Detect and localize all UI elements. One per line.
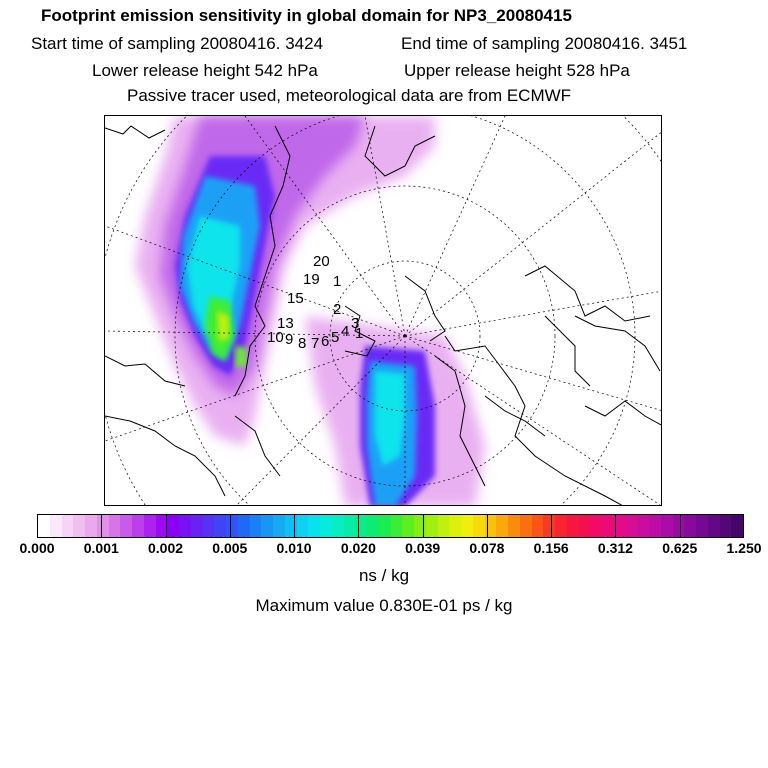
- plot-title-text: Footprint emission sensitivity in global domain for NP3_20080415: [41, 6, 572, 25]
- upper-release-label: Upper release height 528 hPa: [404, 61, 630, 80]
- colorbar-divider: [615, 515, 616, 537]
- colorbar-divider: [680, 515, 681, 537]
- colorbar-segment: [261, 515, 273, 537]
- colorbar-segment: [649, 515, 661, 537]
- colorbar-segment: [167, 515, 179, 537]
- footprint-map: [104, 115, 662, 506]
- colorbar-divider: [230, 515, 231, 537]
- colorbar-segment: [144, 515, 156, 537]
- traj-label: 15: [287, 290, 304, 307]
- colorbar-segment: [731, 515, 743, 537]
- colorbar-segment: [344, 515, 356, 537]
- colorbar-segment: [496, 515, 508, 537]
- colorbar-segment: [532, 515, 544, 537]
- traj-label: 7: [311, 335, 320, 352]
- traj-label: 1: [355, 325, 364, 342]
- colorbar-segment: [320, 515, 332, 537]
- colorbar-segment: [120, 515, 132, 537]
- tracer-note: Passive tracer used, meteorological data are from ECMWF: [127, 86, 572, 105]
- traj-label: 9: [285, 331, 294, 348]
- colorbar-segment: [273, 515, 285, 537]
- colorbar-tick-label: 0.002: [148, 540, 184, 556]
- colorbar-segment: [73, 515, 85, 537]
- colorbar-segment: [402, 515, 414, 537]
- colorbar-tick-label: 0.005: [212, 540, 248, 556]
- colorbar-segment: [673, 515, 685, 537]
- lower-release-label: Lower release height 542 hPa: [92, 61, 318, 80]
- traj-label: 6: [321, 333, 330, 350]
- colorbar-divider: [166, 515, 167, 537]
- maximum-value-label: Maximum value 0.830E-01 ps / kg: [255, 596, 513, 615]
- colorbar-segment: [355, 515, 367, 537]
- colorbar-segment: [85, 515, 97, 537]
- colorbar-segment: [637, 515, 649, 537]
- colorbar-segment: [109, 515, 121, 537]
- start-time-label: Start time of sampling 20080416. 3424: [31, 34, 324, 53]
- colorbar-segment: [602, 515, 614, 537]
- colorbar-segment: [626, 515, 638, 537]
- colorbar-tick-label: 0.078: [469, 540, 505, 556]
- colorbar-tick-label: 0.010: [276, 540, 312, 556]
- colorbar-segment: [696, 515, 708, 537]
- colorbar-segment: [661, 515, 673, 537]
- colorbar-divider: [423, 515, 424, 537]
- colorbar-segment: [50, 515, 62, 537]
- colorbar-tick-label: 1.250: [726, 540, 762, 556]
- traj-label: 10: [267, 329, 284, 346]
- colorbar-segment: [132, 515, 144, 537]
- traj-label: 4: [341, 323, 350, 340]
- colorbar-segment: [379, 515, 391, 537]
- colorbar-segment: [508, 515, 520, 537]
- colorbar-segment: [250, 515, 262, 537]
- colorbar-segment: [708, 515, 720, 537]
- colorbar-segment: [720, 515, 732, 537]
- traj-label: 5: [331, 329, 340, 346]
- colorbar-segment: [426, 515, 438, 537]
- colorbar-divider: [101, 515, 102, 537]
- colorbar-segment: [226, 515, 238, 537]
- colorbar-segment: [579, 515, 591, 537]
- colorbar-segment: [367, 515, 379, 537]
- colorbar-segment: [97, 515, 109, 537]
- colorbar-tick-label: 0.039: [405, 540, 441, 556]
- colorbar-tick-label: 0.000: [19, 540, 55, 556]
- colorbar-segment: [438, 515, 450, 537]
- colorbar-divider: [294, 515, 295, 537]
- traj-label: 8: [298, 335, 307, 352]
- colorbar-segment: [567, 515, 579, 537]
- traj-label: 13: [277, 315, 294, 332]
- colorbar-segment: [391, 515, 403, 537]
- colorbar-tick-label: 0.001: [83, 540, 119, 556]
- colorbar-divider: [487, 515, 488, 537]
- colorbar-segment: [308, 515, 320, 537]
- colorbar-divider: [358, 515, 359, 537]
- colorbar-divider: [551, 515, 552, 537]
- traj-label: 1: [333, 273, 342, 290]
- colorbar-segment: [238, 515, 250, 537]
- end-time-label: End time of sampling 20080416. 3451: [401, 34, 688, 53]
- colorbar-tick-label: 0.312: [597, 540, 633, 556]
- colorbar-segment: [297, 515, 309, 537]
- traj-label: 20: [313, 253, 330, 270]
- colorbar-segment: [543, 515, 555, 537]
- colorbar-segment: [179, 515, 191, 537]
- map-canvas: [105, 116, 662, 506]
- colorbar-segment: [38, 515, 50, 537]
- colorbar-segment: [214, 515, 226, 537]
- traj-label: 19: [303, 271, 320, 288]
- colorbar-tick-label: 0.020: [340, 540, 376, 556]
- colorbar-unit: ns / kg: [358, 566, 410, 585]
- colorbar: [37, 514, 744, 538]
- colorbar-segment: [473, 515, 485, 537]
- colorbar-segment: [191, 515, 203, 537]
- colorbar-segment: [62, 515, 74, 537]
- colorbar-tick-label: 0.156: [533, 540, 569, 556]
- colorbar-segment: [332, 515, 344, 537]
- colorbar-segment: [555, 515, 567, 537]
- colorbar-segment: [684, 515, 696, 537]
- traj-label: 2: [333, 301, 342, 318]
- colorbar-segment: [520, 515, 532, 537]
- colorbar-segment: [449, 515, 461, 537]
- colorbar-segment: [203, 515, 215, 537]
- colorbar-segment: [590, 515, 602, 537]
- colorbar-segment: [461, 515, 473, 537]
- traj-label: 3: [351, 315, 360, 332]
- colorbar-segment: [414, 515, 426, 537]
- colorbar-tick-label: 0.625: [662, 540, 698, 556]
